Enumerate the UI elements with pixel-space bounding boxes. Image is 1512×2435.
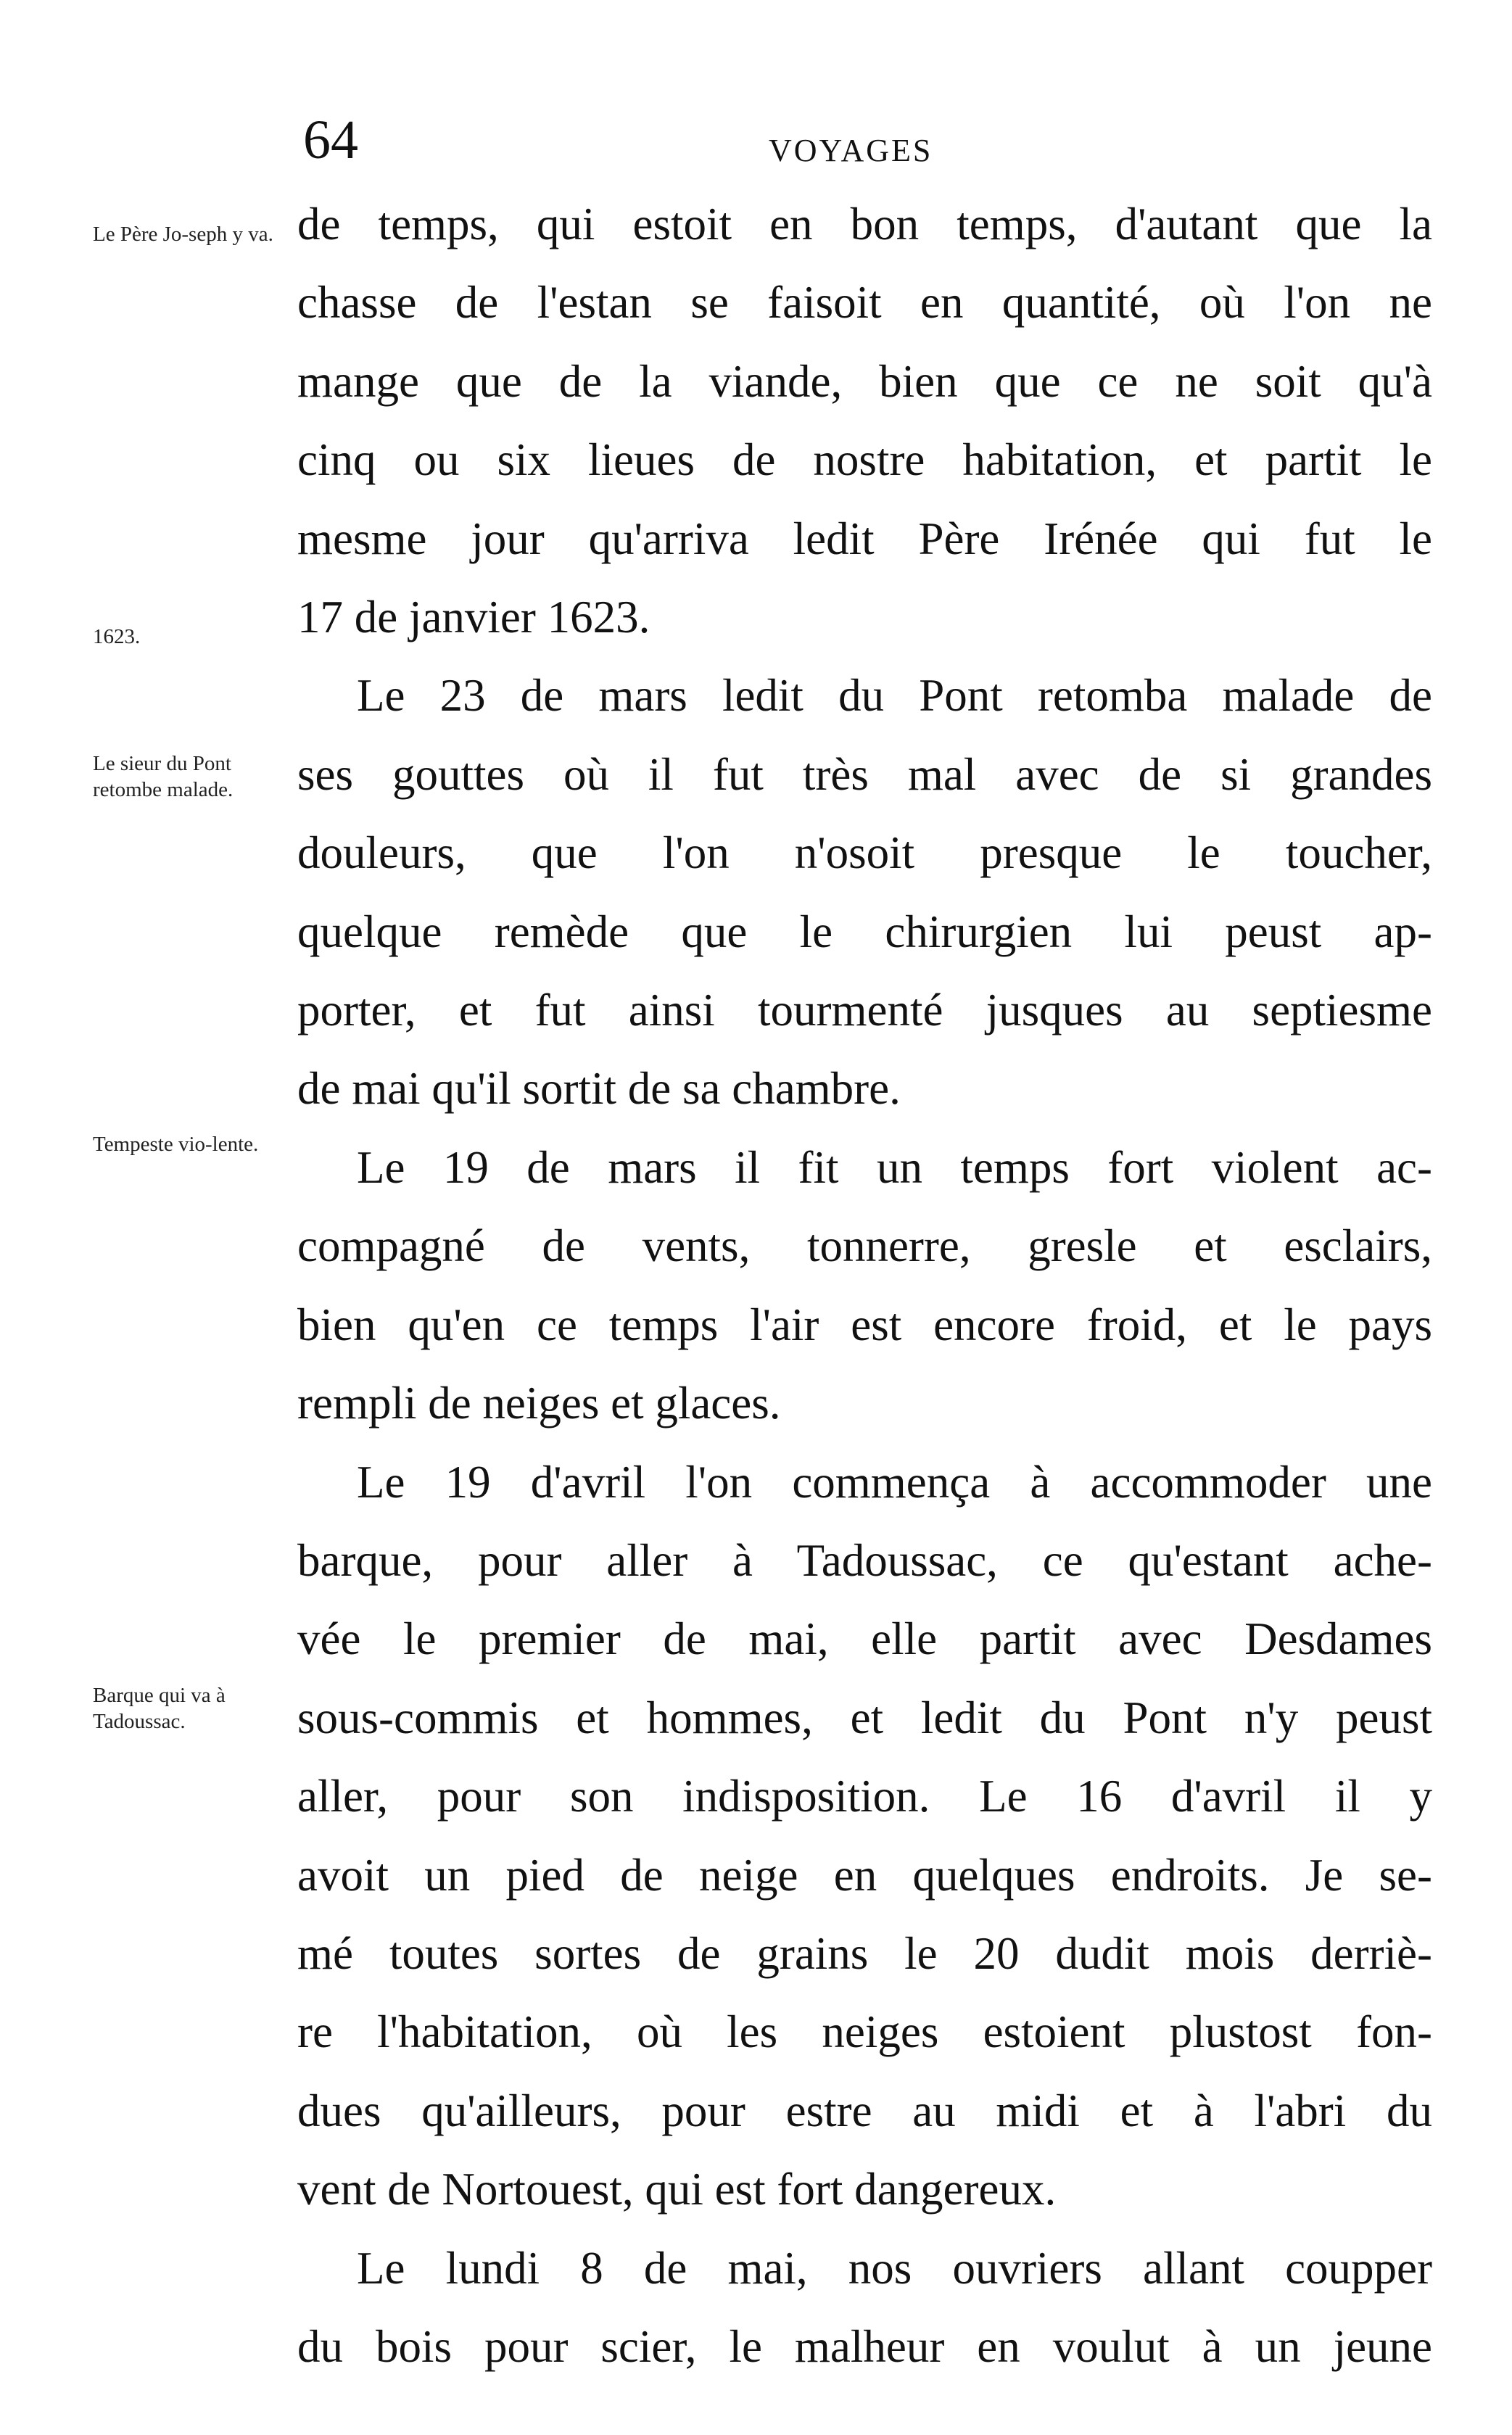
margin-note: 1623.: [93, 625, 141, 648]
text-line: Le 19 de mars il fit un temps fort violent ac-: [357, 1141, 1432, 1193]
text-line: compagné de vents, tonnerre, gresle et esclairs,: [297, 1220, 1432, 1272]
text-line: re l'habitation, où les neiges estoient plustost fon-: [297, 2006, 1432, 2058]
page-number: 64: [303, 109, 358, 170]
text-line: mesme jour qu'arriva ledit Père Irénée qui fut le: [297, 513, 1432, 564]
running-title: VOYAGES: [769, 133, 933, 168]
text-line: sous-commis et hommes, et ledit du Pont n'y peust: [297, 1692, 1432, 1743]
text-line: 17 de janvier 1623.: [297, 592, 650, 643]
text-line: douleurs, que l'on n'osoit presque le toucher,: [297, 827, 1432, 879]
text-line: aller, pour son indisposition. Le 16 d'avril il y: [297, 1771, 1432, 1822]
margin-note: Le Père Jo-seph y va.: [93, 223, 273, 246]
text-line: de mai qu'il sortit de sa chambre.: [297, 1063, 901, 1115]
text-line: vée le premier de mai, elle partit avec Desdames: [297, 1613, 1432, 1665]
text-line: vent de Nortouest, qui est fort dangereux.: [297, 2164, 1057, 2215]
text-line: du bois pour scier, le malheur en voulut à un jeune: [297, 2320, 1432, 2372]
margin-note: Le sieur du Pont retombe malade.: [93, 752, 234, 801]
text-line: dues qu'ailleurs, pour estre au midi et à l'abri du: [297, 2085, 1432, 2136]
paragraph: [297, 1128, 1432, 1443]
text-line: avoit un pied de neige en quelques endroits. Je se-: [297, 1849, 1432, 1901]
text-line: Le lundi 8 de mai, nos ouvriers allant coupper: [357, 2242, 1432, 2294]
margin-note: Tempeste vio-lente.: [93, 1133, 259, 1156]
text-line: mé toutes sortes de grains le 20 dudit mois derriè-: [297, 1927, 1432, 1979]
text-line: cinq ou six lieues de nostre habitation, et partit le: [297, 434, 1432, 486]
text-line: barque, pour aller à Tadoussac, ce qu'estant ache-: [297, 1534, 1432, 1586]
paragraph: [297, 656, 1432, 1128]
text-line: chasse de l'estan se faisoit en quantité, où l'on ne: [297, 277, 1432, 328]
text-line: Le 19 d'avril l'on commença à accommoder une: [357, 1456, 1432, 1508]
paragraph: [297, 1443, 1432, 2229]
text-line: bien qu'en ce temps l'air est encore froid, et le pays: [297, 1299, 1432, 1350]
text-line: rempli de neiges et glaces.: [297, 1378, 781, 1429]
text-line: de temps, qui estoit en bon temps, d'autant que la: [297, 199, 1432, 249]
text-line: Le 23 de mars ledit du Pont retomba malade de: [357, 670, 1432, 722]
paragraph: [297, 2229, 1432, 2386]
text-line: porter, et fut ainsi tourmenté jusques au septiesme: [297, 985, 1432, 1036]
text-line: quelque remède que le chirurgien lui peust ap-: [297, 906, 1432, 957]
margin-note: Barque qui va à Tadoussac.: [93, 1684, 226, 1733]
text-line: ses gouttes où il fut très mal avec de si grandes: [297, 748, 1432, 800]
paragraph: [297, 185, 1432, 656]
body-text: [297, 185, 1432, 2386]
text-line: mange que de la viande, bien que ce ne soit qu'à: [297, 355, 1432, 407]
